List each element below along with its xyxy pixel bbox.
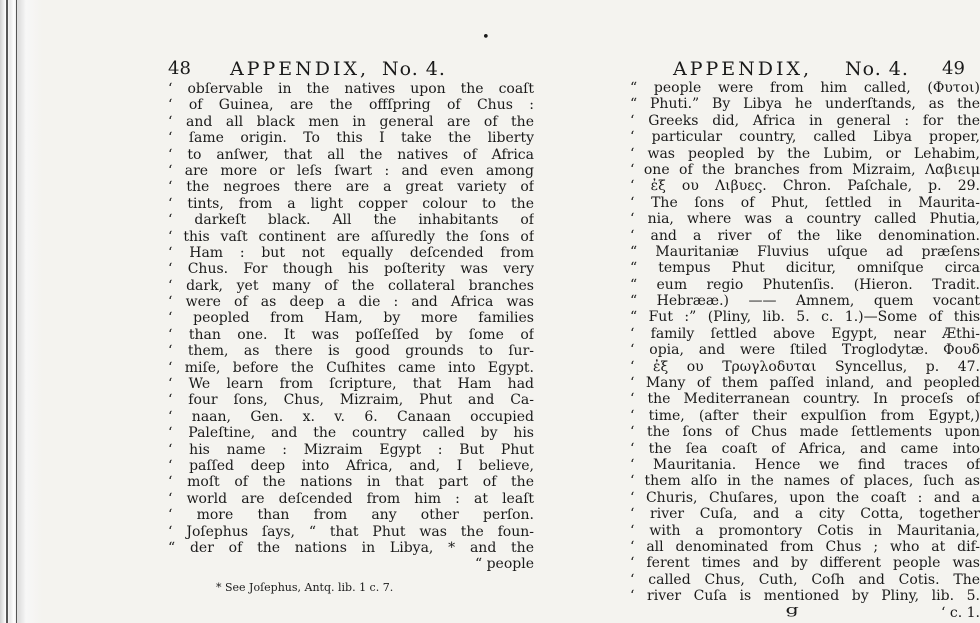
text-line: ‘ them alſo in the names of places, ſuch as (630, 473, 980, 490)
text-line: ‘ of Guinea, are the offſpring of Chus : (168, 97, 534, 114)
text-line: ‘ and all black men in general are of the (168, 113, 534, 130)
text-line: ‘ one of the branches from Mizraim, Λαβιειμ (630, 161, 980, 178)
text-line: ‘ ἐξ ου Λιβυες. Chron. Paſchale, p. 29. (630, 178, 980, 195)
page-number: 49 (942, 58, 965, 79)
text-line: ‘ Ham : but not equally deſcended from (168, 244, 534, 261)
book-binding (0, 0, 42, 623)
text-body (168, 81, 534, 573)
text-line: ‘ miſe, before the Cuſhites came into Egypt. (168, 359, 534, 376)
text-line: ‘ time, (after their expulſion from Egypt,) (630, 407, 980, 424)
running-subtitle: No. 4. (382, 58, 446, 80)
text-line: ‘ the ſons of Chus made ſettlements upon (630, 424, 980, 441)
running-title: APPENDIX, (230, 58, 370, 80)
binding-edge (16, 0, 17, 623)
text-line: ‘ obſervable in the natives upon the coaſt (168, 81, 534, 97)
page-number: 48 (168, 58, 191, 79)
text-line: “ Fut :” (Pliny, lib. 5. c. 1.)—Some of this (630, 309, 980, 326)
text-line: ‘ and a river of the like denomination. (630, 227, 980, 244)
text-line: ‘ to anſwer, that all the natives of Africa (168, 146, 534, 163)
text-line: ‘ opia, and were ſtiled Troglodytæ. Φουδ (630, 342, 980, 359)
text-line: ‘ world are deſcended from him : at leaſt (168, 490, 534, 507)
text-line: ‘ peopled from Ham, by more families (168, 310, 534, 327)
text-line: ‘ Chus. For though his poſterity was very (168, 261, 534, 278)
text-line: ‘ ἐξ ου Τρωγλοδυται Syncellus, p. 47. (630, 358, 980, 375)
text-line: ‘ The ſons of Phut, ſettled in Maurita- (630, 194, 980, 211)
text-line: ‘ dark, yet many of the collateral branches (168, 277, 534, 294)
text-line: ‘ tints, from a light copper colour to the (168, 195, 534, 212)
text-line: ‘ with a promontory Cotis in Mauritania, (630, 522, 980, 539)
text-line: ‘ particular country, called Libya proper, (630, 129, 980, 146)
catchword: ‘ c. 1. (941, 604, 980, 621)
text-line: ‘ moſt of the nations in that part of the (168, 474, 534, 491)
running-subtitle: No. 4. (845, 58, 909, 80)
text-line: ‘ the Mediterranean country. In proceſs of (630, 391, 980, 408)
text-line: ‘ river Cuſa, and a city Cotta, together (630, 506, 980, 523)
text-line: “ Phuti.” By Libya he underſtands, as the (630, 96, 980, 113)
text-body (630, 80, 980, 621)
text-line: ‘ Mauritania. Hence we find traces of (630, 456, 980, 473)
text-line: ‘ his name : Mizraim Egypt : But Phut (168, 441, 534, 458)
text-line: ‘ more than from any other perſon. (168, 507, 534, 524)
text-line: “ Hebrææ.) —— Amnem, quem vocant (630, 293, 980, 310)
signature-mark: g (785, 603, 799, 618)
text-line: ‘ Many of them paſſed inland, and peopled (630, 375, 980, 392)
text-line: “ eum regio Phutenſis. (Hieron. Tradit. (630, 276, 980, 293)
text-line: “ der of the nations in Libya, * and the (168, 539, 534, 556)
text-line: ‘ river Cuſa is mentioned by Pliny, lib. 5. (630, 588, 980, 605)
text-line: ‘ was peopled by the Lubim, or Lehabim, (630, 145, 980, 162)
text-line: “ tempus Phut dicitur, omniſque circa (630, 260, 980, 277)
text-line: ‘ were of as deep a die : and Africa was (168, 294, 534, 311)
text-line: ‘ ſame origin. To this I take the liberty (168, 130, 534, 147)
text-line: ‘ all denominated from Chus ; who at dif- (630, 538, 980, 555)
running-title: APPENDIX, (673, 58, 813, 80)
text-line: ‘ than one. It was poſſeſſed by ſome of (168, 326, 534, 343)
text-line: ‘ this vaſt continent are aſſuredly the ſons of (168, 228, 534, 245)
right-page (490, 0, 980, 623)
text-line: ‘ We learn from ſcripture, that Ham had (168, 376, 534, 393)
catchword: “ people (474, 556, 534, 573)
text-line: ‘ the negroes there are a great variety of (168, 179, 534, 196)
text-line: ‘ Churis, Chuſares, upon the coaſt : and a (630, 489, 980, 506)
text-line: ‘ four ſons, Chus, Mizraim, Phut and Ca- (168, 392, 534, 409)
text-line: ‘ Joſephus ſays, “ that Phut was the foun- (168, 523, 534, 540)
ink-speck: • (482, 30, 490, 45)
binding-edge (6, 0, 8, 623)
text-line: “ Mauritaniæ Fluvius uſque ad præſens (630, 243, 980, 260)
text-line: ‘ them, as there is good grounds to ſur- (168, 343, 534, 360)
text-line: ‘ paſſed deep into Africa, and, I believe, (168, 457, 534, 474)
text-line: ‘ ferent times and by different people was (630, 555, 980, 572)
footnote: * See Joſephus, Antq. lib. 1 c. 7. (216, 581, 394, 594)
text-line: “ people were from him called, (Φυτοι) (630, 80, 980, 96)
text-line: ‘ the ſea coaſt of Africa, and came into (630, 440, 980, 457)
text-line: ‘ darkeſt black. All the inhabitants of (168, 212, 534, 229)
text-line: ‘ family ſettled above Egypt, near Æthi- (630, 325, 980, 342)
text-line: ‘ Paleſtine, and the country called by his (168, 425, 534, 442)
text-line: ‘ Greeks did, Africa in general : for the (630, 112, 980, 129)
left-page (40, 0, 534, 623)
text-line: ‘ called Chus, Cuth, Coſh and Cotis. The (630, 571, 980, 588)
text-line: ‘ naan, Gen. x. v. 6. Canaan occupied (168, 408, 534, 425)
text-line: ‘ are more or leſs ſwart : and even among (168, 162, 534, 179)
text-line: ‘ nia, where was a country called Phutia, (630, 211, 980, 228)
